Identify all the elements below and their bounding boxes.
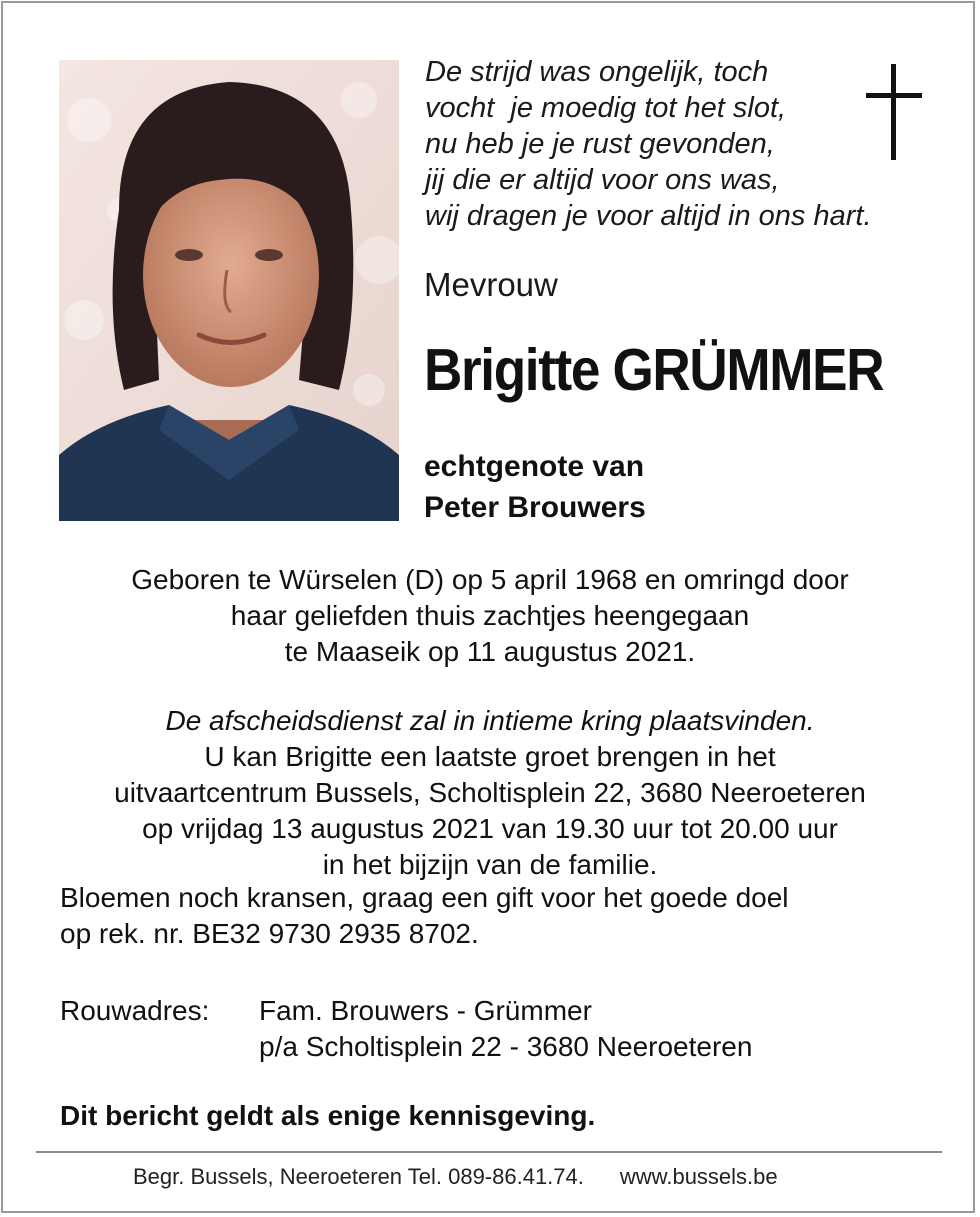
poem-line: nu heb je je rust gevonden, xyxy=(425,128,775,160)
address-label: Rouwadres: xyxy=(60,995,210,1026)
service-intro: De afscheidsdienst zal in intieme kring plaatsvinden. xyxy=(165,705,815,736)
portrait-photo xyxy=(59,60,399,521)
poem-line: wij dragen je voor altijd in ons hart. xyxy=(425,200,872,232)
birth-death-paragraph xyxy=(40,562,940,670)
address-line-2: p/a Scholtisplein 22 - 3680 Neeroeteren xyxy=(259,1031,753,1062)
poem-line: jij die er altijd voor ons was, xyxy=(425,164,780,196)
cross-icon xyxy=(866,64,922,160)
text-line: Geboren te Würselen (D) op 5 april 1968 en omringd door xyxy=(131,564,849,595)
poem-line: De strijd was ongelijk, toch xyxy=(425,56,769,88)
spouse-name: Peter Brouwers xyxy=(424,491,646,524)
text-line: uitvaartcentrum Bussels, Scholtisplein 22, 3680 Neeroeteren xyxy=(114,777,866,808)
text-line: haar geliefden thuis zachtjes heengegaan xyxy=(230,600,750,631)
service-paragraph xyxy=(40,703,940,883)
text-line: te Maaseik op 11 augustus 2021. xyxy=(284,636,696,667)
notice-text: Dit bericht geldt als enige kennisgeving. xyxy=(60,1100,596,1131)
divider xyxy=(36,1151,942,1153)
spouse-block xyxy=(424,446,646,528)
text-line: U kan Brigitte een laatste groet brengen in het xyxy=(204,741,776,772)
text-line: op rek. nr. BE32 9730 2935 8702. xyxy=(60,918,479,949)
text-line: Bloemen noch kransen, graag een gift voor het goede doel xyxy=(60,882,789,913)
poem xyxy=(425,54,935,234)
gift-paragraph xyxy=(60,880,789,952)
footer xyxy=(133,1164,778,1190)
text-line: in het bijzijn van de familie. xyxy=(322,849,658,880)
address-lines xyxy=(259,993,752,1065)
undertaker-info: Begr. Bussels, Neeroeteren Tel. 089-86.41.74. xyxy=(133,1164,584,1189)
text-line: op vrijdag 13 augustus 2021 van 19.30 uur tot 20.00 uur xyxy=(142,813,838,844)
deceased-name: Brigitte GRÜMMER xyxy=(424,337,884,403)
poem-line: vocht je moedig tot het slot, xyxy=(425,92,787,124)
website-link[interactable]: www.bussels.be xyxy=(619,1164,778,1189)
address-line-1: Fam. Brouwers - Grümmer xyxy=(259,995,592,1026)
deceased-title: Mevrouw xyxy=(424,266,558,303)
relation-label: echtgenote van xyxy=(424,450,645,483)
